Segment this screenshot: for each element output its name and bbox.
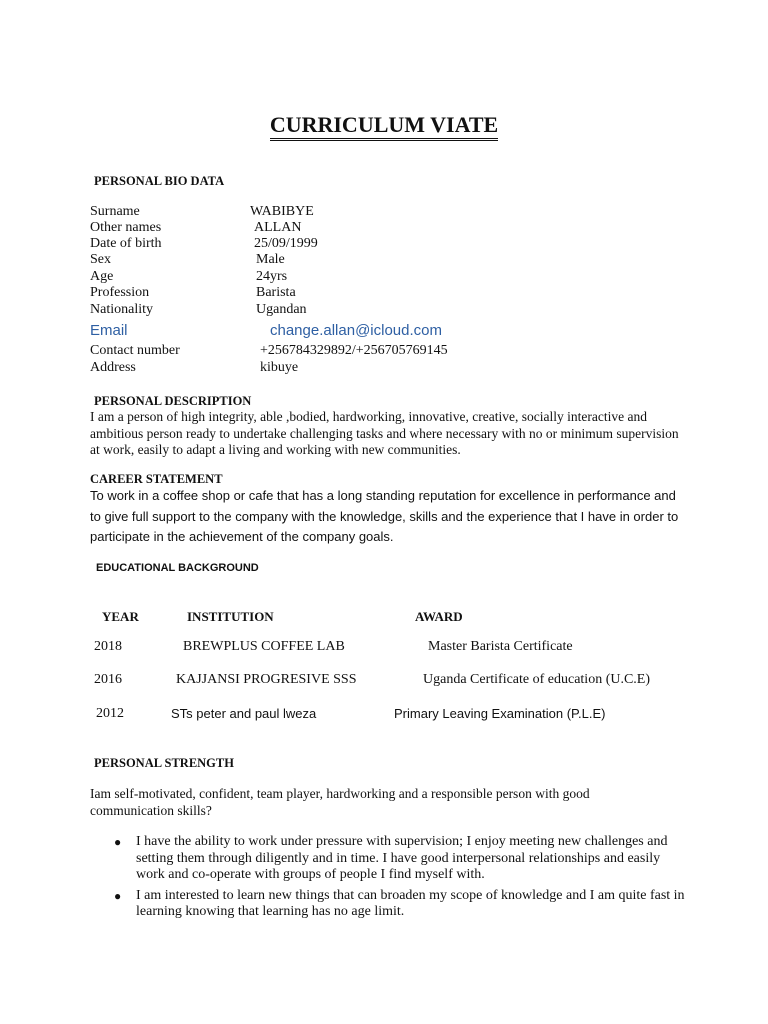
education-row-institution: BREWPLUS COFFEE LAB — [183, 639, 345, 654]
other-names-label: Other names — [90, 220, 162, 235]
bullet-icon: ● — [114, 888, 122, 903]
education-row-award: Uganda Certificate of education (U.C.E) — [423, 672, 651, 687]
education-row-award: Master Barista Certificate — [428, 639, 573, 654]
education-heading: EDUCATIONAL BACKGROUND — [96, 562, 259, 574]
career-heading: CAREER STATEMENT — [90, 472, 223, 486]
email-value[interactable]: change.allan@icloud.com — [270, 322, 442, 339]
nationality-label: Nationality — [90, 302, 153, 317]
strength-list — [112, 834, 692, 925]
dob-label: Date of birth — [90, 236, 162, 251]
strength-intro: Iam self-motivated, confident, team player, hardworking and a responsible person with good communication skills? — [90, 786, 590, 818]
sex-label: Sex — [90, 252, 111, 267]
page-title-text: CURRICULUM VIATE — [270, 113, 498, 141]
age-value: 24yrs — [256, 269, 288, 284]
surname-value: WABIBYE — [250, 204, 314, 219]
dob-value: 25/09/1999 — [254, 236, 318, 251]
age-label: Age — [90, 269, 114, 284]
surname-label: Surname — [90, 204, 140, 219]
award-column-header: AWARD — [415, 609, 463, 624]
education-row-award: Primary Leaving Examination (P.L.E) — [394, 706, 606, 721]
bio-heading: PERSONAL BIO DATA — [94, 174, 225, 188]
education-row-year: 2012 — [96, 706, 124, 721]
education-row-year: 2016 — [94, 672, 122, 687]
sex-value: Male — [256, 252, 285, 267]
address-value: kibuye — [260, 360, 299, 375]
contact-label: Contact number — [90, 343, 180, 358]
education-row-institution: KAJJANSI PROGRESIVE SSS — [176, 672, 357, 687]
strength-bullet-text: I have the ability to work under pressure with supervision; I enjoy meeting new challenges and setting them through diligently and in time. I have good interpersonal relationships and easily work and co-operate with groups of people I find myself with. — [136, 834, 668, 882]
profession-label: Profession — [90, 285, 150, 300]
year-column-header: YEAR — [102, 609, 139, 624]
education-row-institution: STs peter and paul lweza — [171, 706, 317, 721]
strength-bullet-text: I am interested to learn new things that can broaden my scope of knowledge and I am quite fast in learning knowing that learning has no age limit. — [136, 887, 685, 919]
list-item — [112, 834, 692, 884]
education-row-year: 2018 — [94, 639, 122, 654]
bullet-icon: ● — [114, 835, 122, 849]
institution-column-header: INSTITUTION — [187, 609, 274, 624]
strength-heading: PERSONAL STRENGTH — [94, 756, 234, 770]
contact-value: +256784329892/+256705769145 — [260, 343, 448, 358]
description-heading: PERSONAL DESCRIPTION — [94, 394, 252, 408]
career-text: To work in a coffee shop or cafe that has a long standing reputation for excellence in performance and to give full support to the company with the knowledge, skills and the experience that I have in order to participate in the achievement of the company goals. — [90, 488, 679, 544]
address-label: Address — [90, 360, 136, 375]
description-text: I am a person of high integrity, able ,bodied, hardworking, innovative, creative, socially interactive and ambitious person ready to undertake challenging tasks and where necessary with no or minimum supervision at work, easily to adapt a living and working with new communities. — [90, 409, 679, 457]
page-title — [0, 112, 768, 141]
list-item — [112, 888, 692, 921]
nationality-value: Ugandan — [256, 302, 307, 317]
other-names-value: ALLAN — [254, 220, 302, 235]
profession-value: Barista — [256, 285, 296, 300]
email-label: Email — [90, 322, 128, 339]
